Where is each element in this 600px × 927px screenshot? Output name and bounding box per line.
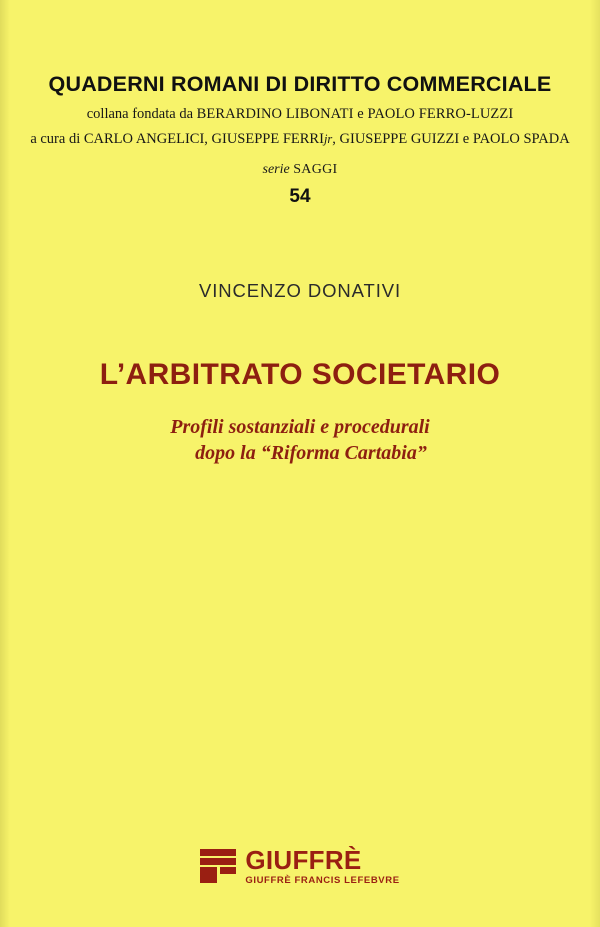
series-header (0, 72, 600, 208)
series-editors-names-1: CARLO ANGELICI, GIUSEPPE FERRI (83, 131, 324, 147)
series-founded-prefix: collana fondata da (86, 106, 194, 122)
series-founded-by (0, 106, 600, 123)
series-editors-names-2: , GIUSEPPE GUIZZI e PAOLO SPADA (332, 131, 570, 147)
publisher-tagline: GIUFFRÈ FRANCIS LEFEBVRE (245, 874, 400, 886)
series-number: 54 (289, 186, 311, 207)
series-editors-jr: jr (323, 132, 333, 146)
book-subtitle-line-2: dopo la “Riforma Cartabia” (195, 442, 427, 465)
series-kind-name: SAGGI (293, 162, 338, 177)
series-kind (0, 162, 600, 178)
book-subtitle (0, 414, 600, 467)
series-title: QUADERNI ROMANI DI DIRITTO COMMERCIALE (48, 72, 552, 96)
book-title: L’ARBITRATO SOCIETARIO (99, 358, 501, 391)
publisher-name: GIUFFRÈ (245, 844, 362, 875)
series-founded-names: BERARDINO LIBONATI e PAOLO FERRO-LUZZI (196, 106, 514, 122)
series-editors (0, 131, 600, 148)
giuffre-logo-icon (200, 849, 236, 883)
series-kind-prefix: serie (262, 162, 290, 177)
series-editors-prefix: a cura di (30, 131, 81, 147)
publisher-block (0, 844, 600, 886)
book-subtitle-line-1: Profili sostanziali e procedurali (170, 416, 430, 438)
book-author: VINCENZO DONATIVI (198, 280, 402, 301)
